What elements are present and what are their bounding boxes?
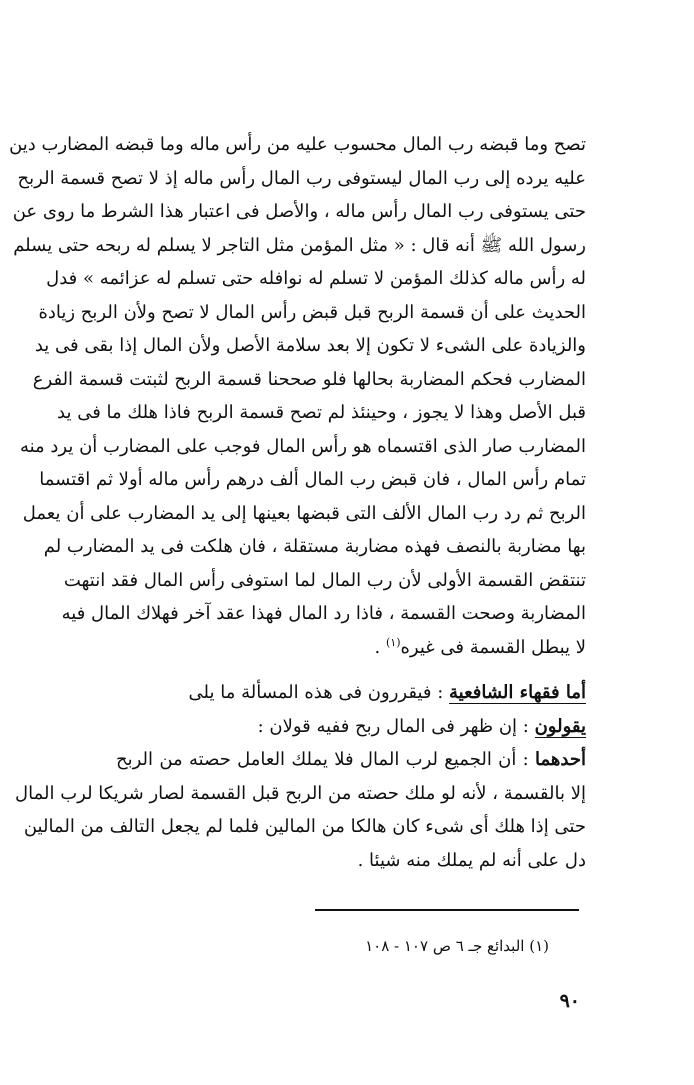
section-heading: أما فقهاء الشافعية <box>448 682 586 703</box>
text-line-11: تمام رأس المال ، فان قبض رب المال ألف درهم رأس ماله أولا ثم اقتسما <box>39 469 586 490</box>
footnote: (١) البدائع جـ ٦ ص ١٠٧ - ١٠٨ <box>365 937 549 955</box>
section-heading-rest: : فيقررون فى هذه المسألة ما يلى <box>188 682 449 703</box>
label-ahaduhuma: أحدهما <box>535 749 586 770</box>
section-line-4: إلا بالقسمة ، لأنه لو ملك حصته من الربح قبل القسمة لصار شريكا لرب المال <box>15 782 586 804</box>
page-number: ٩٠ <box>559 990 580 1012</box>
paragraph-gap <box>116 664 586 676</box>
text-line-2: عليه يرده إلى رب المال ليستوفى رب المال رأس ماله إذ لا تصح قسمة الربح <box>17 167 586 189</box>
section-line-5: حتى إذا هلك أى شىء كان هالكا من المالين فلما لم يجعل التالف من المالين <box>23 816 586 837</box>
text-line-5: له رأس ماله كذلك المؤمن لا تسلم له نوافله حتى تسلم له عزائمه » فدل <box>46 268 586 289</box>
section-line-3-text: : أن الجميع لرب المال فلا يملك العامل حصته من الربح <box>116 749 536 770</box>
section-line-6: دل على أنه لم يملك منه شيئا . <box>357 849 586 871</box>
section-heading-line <box>116 676 586 710</box>
text-line-9: قبل الأصل وهذا لا يجوز ، وحينئذ لم تصح قسمة الربح فاذا هلك ما فى يد <box>57 402 586 423</box>
section-line-2-text: : إن ظهر فى المال ربح ففيه قولان : <box>257 715 535 737</box>
text-line-12: الربح ثم رد رب المال الألف التى قبضها بعينها إلى يد المضارب على أن يعمل <box>22 502 586 524</box>
text-line-4: رسول الله ﷺ أنه قال : « مثل المؤمن مثل التاجر لا يسلم له ربحه حتى يسلم <box>13 234 586 256</box>
text-line-1: تصح وما قبضه رب المال محسوب عليه من رأس ماله وما قبضه المضارب دين <box>9 134 586 155</box>
text-line-8: المضارب فحكم المضاربة بحالها فلو صححنا قسمة الربح لثبتت قسمة الفرع <box>32 368 586 390</box>
footnote-reference: (١) <box>385 635 401 649</box>
text-line-3: حتى يستوفى رب المال رأس ماله ، والأصل فى اعتبار هذا الشرط ما روى عن <box>12 201 586 222</box>
text-line-16-body: لا يبطل القسمة فى غيره <box>400 636 586 658</box>
text-line-13: بها مضاربة بالنصف فهذه مضاربة مستقلة ، فان هلكت فى يد المضارب لم <box>43 536 586 557</box>
text-line-7: والزيادة على الشىء لا تكون إلا بعد سلامة الأصل ولأن المال إذا بقى فى يد <box>34 335 586 356</box>
text-line-16-end: . <box>374 636 386 658</box>
text-line-6: الحديث على أن قسمة الربح قبل قبض رأس المال لا تصح ولأن الربح زيادة <box>38 301 586 323</box>
text-line-15: المضاربة وصحت القسمة ، فاذا رد المال فهذا عقد آخر فهلاك المال فيه <box>61 603 586 624</box>
text-line-14: تنتقض القسمة الأولى لأن رب المال لما استوفى رأس المال فقد انتهت <box>63 569 586 591</box>
main-text <box>9 128 586 877</box>
text-line-16 <box>116 631 586 665</box>
section-line-3 <box>116 743 586 777</box>
text-line-10: المضارب صار الذى اقتسماه هو رأس المال فوجب على المضارب أن يرد منه <box>19 435 586 457</box>
label-yaqulun: يقولون <box>534 715 586 737</box>
footnote-divider <box>315 909 579 911</box>
section-line-2 <box>116 710 586 744</box>
